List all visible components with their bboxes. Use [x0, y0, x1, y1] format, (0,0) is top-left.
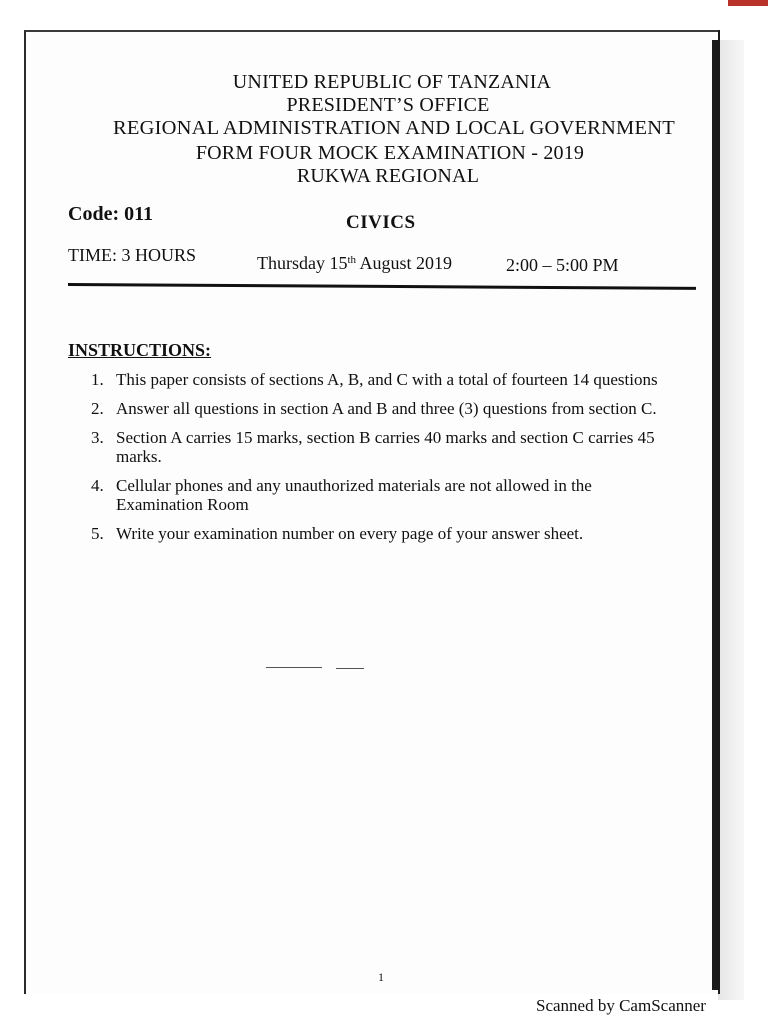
instruction-text: Section A carries 15 marks, section B carries 40 marks and section C carries 45 marks. [116, 428, 655, 466]
exam-date-day: Thursday 15 [257, 253, 348, 273]
instruction-item [88, 524, 678, 543]
instruction-text: Write your examination number on every page of your answer sheet. [116, 524, 584, 543]
instruction-text: Cellular phones and any unauthorized materials are not allowed in the Examination Room [116, 476, 592, 514]
end-dash-mark [266, 667, 322, 668]
exam-subject: CIVICS [346, 212, 416, 233]
header-administration: REGIONAL ADMINISTRATION AND LOCAL GOVERNMENT [113, 117, 675, 139]
header-country: UNITED REPUBLIC OF TANZANIA [232, 71, 552, 93]
exam-code: Code: 011 [68, 203, 153, 225]
exam-date-suffix: th [347, 254, 357, 266]
exam-date-month-year: August 2019 [356, 253, 453, 273]
instructions-title: INSTRUCTIONS: [68, 340, 212, 360]
instruction-number: 2. [91, 399, 104, 418]
instruction-number: 4. [91, 476, 104, 495]
instructions-list [88, 370, 678, 553]
instruction-item [88, 370, 678, 389]
instruction-text: This paper consists of sections A, B, and C with a total of fourteen 14 questions [116, 370, 658, 389]
scanner-watermark: Scanned by CamScanner [536, 996, 706, 1015]
exam-hours: 2:00 – 5:00 PM [506, 255, 619, 275]
instruction-text: Answer all questions in section A and B and three (3) questions from section C. [116, 399, 657, 418]
instruction-number: 5. [91, 524, 104, 543]
end-dash-mark [336, 668, 364, 669]
exam-date [257, 253, 452, 274]
instruction-number: 1. [91, 370, 104, 389]
instruction-item [88, 476, 678, 514]
scan-corner-mark [728, 0, 768, 6]
instruction-number: 3. [91, 428, 104, 447]
header-region: RUKWA REGIONAL [296, 165, 480, 187]
instruction-item [88, 399, 678, 418]
exam-duration: TIME: 3 HOURS [68, 245, 197, 265]
page-number: 1 [378, 970, 384, 984]
instruction-item [88, 428, 678, 466]
header-office: PRESIDENT’S OFFICE [286, 94, 490, 116]
header-exam-title: FORM FOUR MOCK EXAMINATION - 2019 [195, 142, 585, 164]
